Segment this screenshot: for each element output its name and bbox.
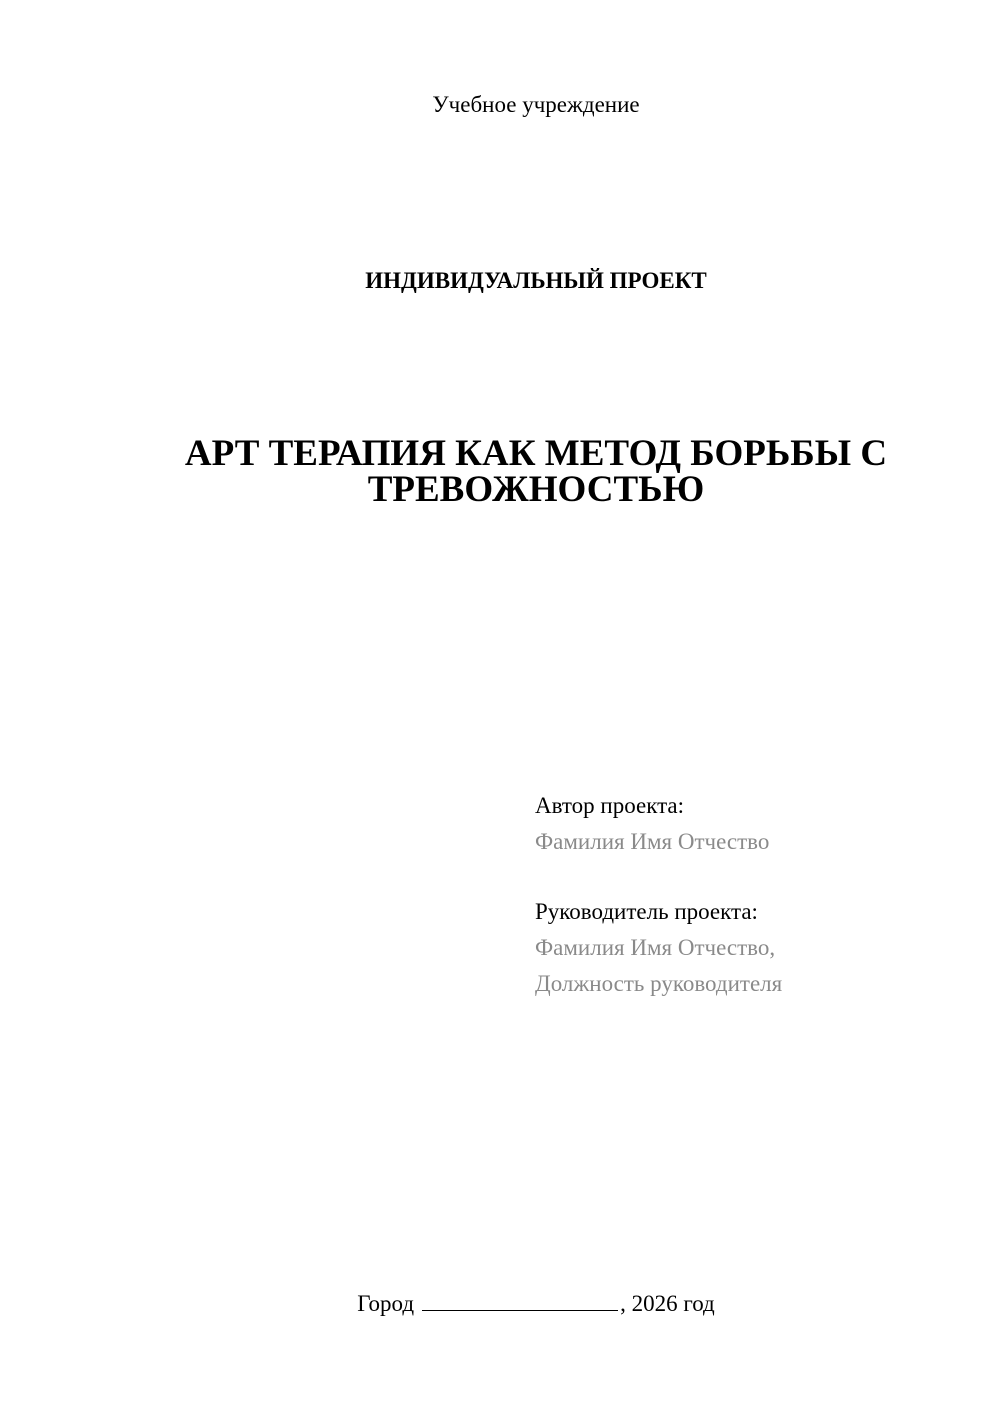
project-title — [150, 433, 922, 510]
city-blank-field — [422, 1290, 618, 1311]
project-people-block — [535, 788, 965, 1002]
project-title-line-1: АРТ ТЕРАПИЯ КАК МЕТОД БОРЬБЫ С — [184, 433, 888, 474]
city-label: Город — [357, 1291, 415, 1316]
supervisor-label: Руководитель проекта: — [535, 899, 758, 924]
people-spacer — [535, 860, 965, 894]
footer-city-year — [0, 1290, 1000, 1317]
author-label: Автор проекта: — [535, 793, 684, 818]
institution-name: Учебное учреждение — [432, 92, 640, 117]
supervisor-position: Должность руководителя — [535, 971, 783, 996]
project-type-heading: ИНДИВИДУАЛЬНЫЙ ПРОЕКТ — [365, 268, 707, 293]
supervisor-name: Фамилия Имя Отчество, — [535, 935, 776, 960]
project-title-line-2: ТРЕВОЖНОСТЬЮ — [367, 469, 705, 510]
year-text: , 2026 год — [620, 1291, 715, 1316]
author-name: Фамилия Имя Отчество — [535, 829, 770, 854]
